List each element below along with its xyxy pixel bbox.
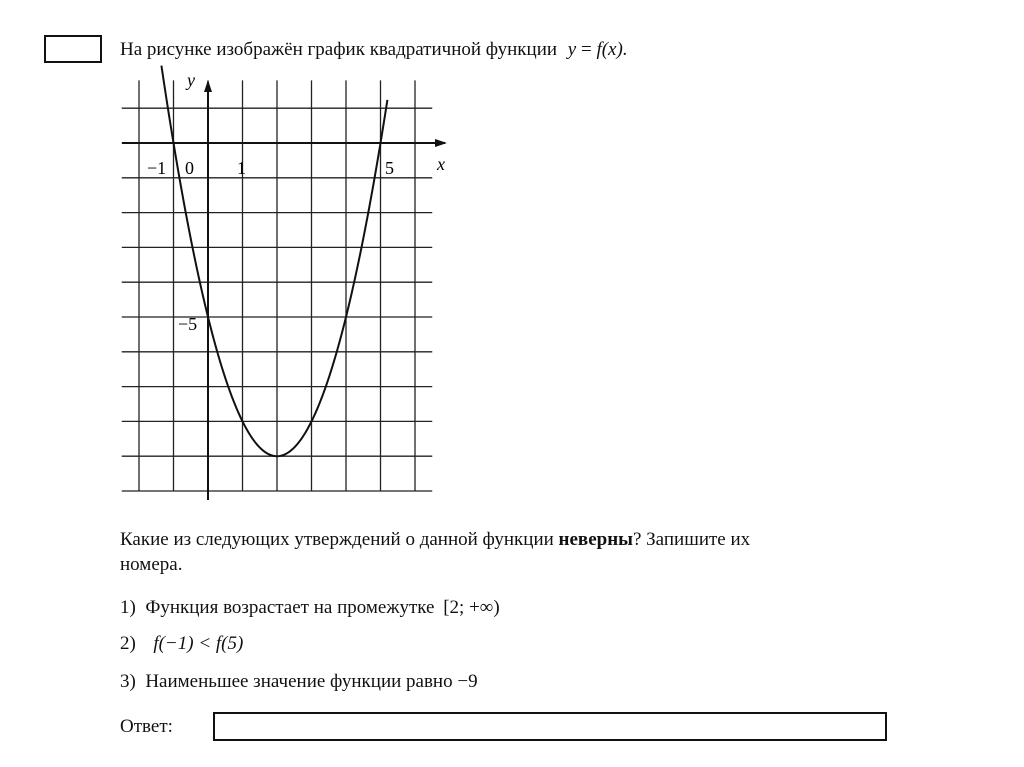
statement-text: Функция возрастает на промежутке xyxy=(145,597,435,618)
statement-2 xyxy=(120,632,243,656)
question-line-1 xyxy=(120,528,750,552)
question-emphasis: неверны xyxy=(558,529,633,550)
formula-y: y xyxy=(567,39,577,60)
statement-text: Наименьшее значение функции равно −9 xyxy=(145,671,478,692)
x-axis-label: x xyxy=(437,154,445,174)
statement-1 xyxy=(120,596,500,620)
y-axis-label: y xyxy=(187,70,195,90)
statement-3 xyxy=(120,670,478,694)
tick-label-five: 5 xyxy=(385,158,394,178)
question-line-2: номера. xyxy=(120,554,183,575)
statement-number: 1) xyxy=(120,597,136,618)
prompt-text: На рисунке изображён график квадратичной функции xyxy=(120,39,558,60)
statement-math: f(−1) < f(5) xyxy=(153,633,244,654)
question-text-end: ? Запишите их xyxy=(632,529,751,550)
tick-label-zero: 0 xyxy=(185,158,194,178)
statement-number: 3) xyxy=(120,671,136,692)
formula-f: f xyxy=(596,39,602,60)
y-axis-arrow xyxy=(204,80,212,92)
parabola-curve xyxy=(161,66,387,457)
tick-label-minus-one: −1 xyxy=(147,158,167,178)
answer-label: Ответ: xyxy=(120,716,173,737)
statement-number: 2) xyxy=(120,633,136,654)
formula-eq: = xyxy=(580,39,592,60)
tick-label-one: 1 xyxy=(237,158,246,178)
tick-label-minus-five: −5 xyxy=(178,314,198,334)
answer-input-box[interactable] xyxy=(213,712,887,741)
question-text: Какие из следующих утверждений о данной функции xyxy=(120,529,559,550)
formula-arg: (x). xyxy=(601,39,628,60)
grid-lines xyxy=(122,80,433,491)
x-axis-arrow xyxy=(435,139,447,147)
axes xyxy=(122,80,447,500)
statement-math: [2; +∞) xyxy=(443,597,500,618)
